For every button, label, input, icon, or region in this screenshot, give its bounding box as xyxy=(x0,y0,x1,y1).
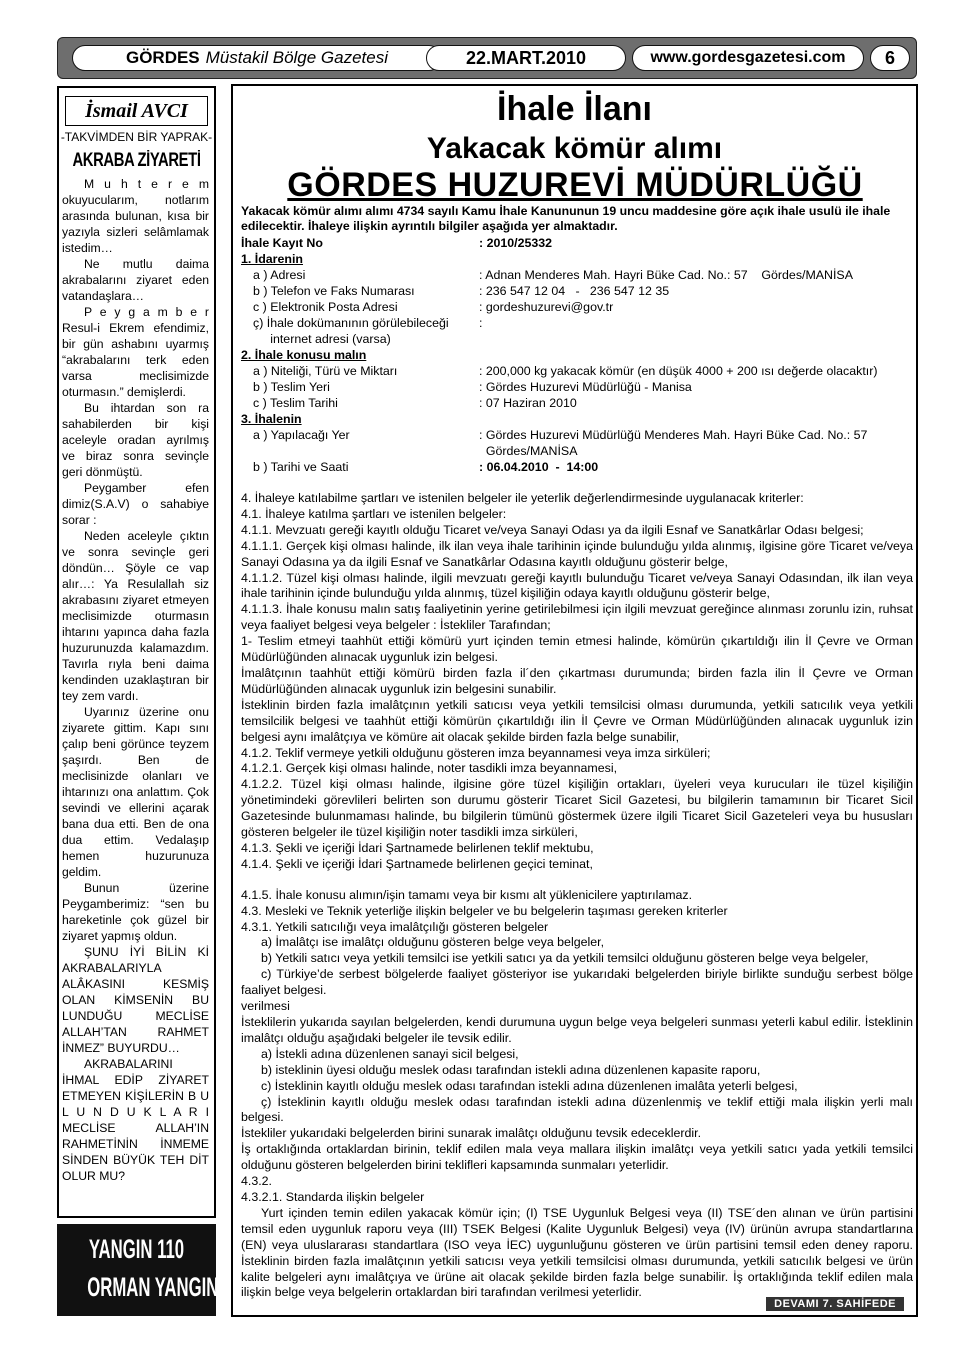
detail-value: : xyxy=(479,316,483,330)
notice-body xyxy=(241,491,913,1301)
detail-row xyxy=(241,428,913,444)
notice-paragraph: 4.1.1. Mevzuatı gereği kayıtlı olduğu Ticaret ve/veya Sanayi Odası ya da ilgili Esnaf ve Sanatkârlar Odası belgesi; xyxy=(241,522,864,537)
header-band xyxy=(57,37,917,79)
column-article xyxy=(57,86,216,1218)
detail-label: b ) Teslim Yeri xyxy=(253,380,330,394)
notice-paragraph: 4.1.2.2. Tüzel kişi olması halinde, ilgisine göre tüzel kişiliğin ortakları, üyeleri veya kurucuları ile tüzel kişiliğin yönetimindeki görevlileri belirten son durumu gösterir Ticaret Sicil Gazetesi, bu bilgilerin tamamının bir Ticaret Sicil Gazetesinde bulunmaması halinde, bu bilgilerin tümünü göstermek üzere ilgili Ticaret Sicil Gazeteleri veya bu hususları gösteren belgeler ile tüzel kişiliğin noter tasdikli imza sirküleri, xyxy=(241,777,913,840)
column-paragraph: Ne mutlu daima akrabalarını ziyaret eden vatandaşlara… xyxy=(62,257,209,303)
notice-paragraph: 4. İhaleye katılabilme şartları ve istenilen belgeler ile yeterlik değerlendirmesinde uygulanacak kriterler: xyxy=(241,491,804,505)
notice-paragraph: 4.1.1.1. Gerçek kişi olması halinde, ilk ilan veya ihale tarihinin içinde bulunduğu yılda alınmış, ilgisine göre Ticaret ve/veya Sanayi Odasına ya da ilgili Esnaf ve Sanatkârlar Odasına kayıtlı olduğunu gösterir belge, xyxy=(241,538,913,569)
notice-paragraph: verilmesi xyxy=(241,999,290,1014)
notice-paragraph: İsteklilerin yukarıda sayılan belgelerden, kendi durumuna uygun belge veya belgeleri sunması yeterli kabul edilir. İsteklinin imalâtçı olduğu aşağıdaki belgeler ile tevsik edilir. xyxy=(241,1015,913,1045)
detail-row xyxy=(241,412,913,428)
paragraph-gap xyxy=(241,873,913,888)
paper-name: GÖRDES xyxy=(125,48,200,67)
detail-row xyxy=(241,284,913,300)
notice-paragraph: c) Türkiye’de serbest bölgelerde faaliyet gösteriyor ise yukarıdaki belgelerden biriyle birlikte sunduğu serbest bölge faaliyet belgesi. xyxy=(241,967,913,998)
detail-value: : 236 547 12 04 - 236 547 12 35 xyxy=(479,284,670,298)
detail-value: : 06.04.2010 - 14:00 xyxy=(479,460,599,474)
notice-paragraph: 4.3. Mesleki ve Teknik yeterliğe ilişkin belgeler ve bu belgelerin taşıması gereken kriterler xyxy=(241,903,728,918)
fire-number-line: YANGIN 110 xyxy=(88,1234,185,1264)
detail-value: : Gördes Huzurevi Müdürlüğü - Manisa xyxy=(479,380,692,394)
detail-value: : 2010/25332 xyxy=(479,236,553,250)
column-paragraph: ŞUNU İYİ BİLİN Kİ AKRABALARIYLA ALÂKASINI KESMİŞ OLAN KİMSENİN BU LUNDUĞU MECLİSE ALLAH’TAN RAHMET İNMEZ” BUYURDU… xyxy=(62,945,209,1055)
notice-paragraph: 1- Teslim etmeyi taahhüt ettiği kömürü yurt içinden temin etmesi halinde, kömürün çıkartıldığı ilin İl Çevre ve Orman Müdürlüğünden alınacak uygunluk izin belgesi. xyxy=(241,634,913,665)
notice-paragraph: ç) İsteklinin kayıtlı olduğu meslek odası tarafından istekli adına düzenlenmiş ve teklif ettiği mala ilişkin yerli malı belgesi. xyxy=(241,1094,913,1125)
column-title: AKRABA ZİYARETİ xyxy=(72,150,201,171)
website-link[interactable]: www.gordesgazetesi.com xyxy=(632,45,864,71)
detail-row xyxy=(241,460,913,476)
notice-paragraph: İstekliler yukarıdaki belgelerden birini sunarak imalâtçı olduğunu tevsik edeceklerdir. xyxy=(241,1126,702,1141)
detail-label: a ) Adresi xyxy=(253,268,306,282)
detail-row xyxy=(241,364,913,380)
notice-paragraph: 4.1.1.3. İhale konusu malın satış faaliyetinin yerine getirilebilmesi için ilgili mevzuat gereğince alınması zorunlu izin, ruhsat veya faaliyet belgesi veya belgeler : İstekliler Tarafından; xyxy=(241,602,913,633)
detail-value: Gördes/MANİSA xyxy=(479,444,578,458)
notice-paragraph: b) Yetkili satıcı veya yetkili temsilci ise yetkili satıcı ya da yetkili temsilci olduğunu gösteren belge veya belgeler, xyxy=(261,951,869,966)
detail-row xyxy=(241,316,913,332)
column-paragraph: M u h t e r e m okuyucularım, notlarım arasında bulunan, kısa bir yazıyla sizleri selâmlamak istedim… xyxy=(62,177,209,255)
notice-paragraph: 4.1.2.1. Gerçek kişi olması halinde, noter tasdikli imza beyannamesi, xyxy=(241,761,618,776)
column-paragraph: AKRABALARINI İHMAL EDİP ZİYARET ETMEYEN KİŞİLERİN B U L U N D U K L A R I MECLİSE ALLAH’IN RAHMETİNİN İNMEME SİNDEN BÜYÜK TEH DİT OLUR MU? xyxy=(62,1057,209,1183)
page-number: 6 xyxy=(870,45,910,71)
detail-label: 1. İdarenin xyxy=(241,252,303,266)
detail-label: c ) Elektronik Posta Adresi xyxy=(253,300,398,314)
detail-value: : gordeshuzurevi@gov.tr xyxy=(479,300,614,314)
detail-value: : Gördes Huzurevi Müdürlüğü Menderes Mah. Hayri Büke Cad. No.: 57 xyxy=(479,428,868,442)
notice-paragraph: 4.1.4. Şekli ve içeriği İdari Şartnamede belirlenen geçici teminat, xyxy=(241,856,593,871)
column-paragraph: Neden aceleyle çıktın ve sonra sevinçle geri döndün… Şöyle ce vap alır…: Ya Resulallah siz akrabasını ziyaret etmeyen meclisimizde oturmasın ihtarını yapınca daha fazla huzurunuzda kalamazdım. Tavırla rıyla beni daima kendinden uzaklaştıran bir tey zem vardı. xyxy=(62,529,209,703)
notice-paragraph: 4.3.2. xyxy=(241,1174,273,1189)
notice-paragraph: 4.1.5. İhale konusu alımın/işin tamamı veya bir kısmı alt yüklenicilere yaptırılamaz. xyxy=(241,887,693,902)
notice-paragraph: İmalâtçının taahhüt ettiği kömürü birden fazla il´den çıkartması durumunda; birden fazla ilin İl Çevre ve Orman Müdürlüğünden alınacak uygunluk izin belgesini sunabilir. xyxy=(241,665,913,696)
column-kicker: -TAKVİMDEN BİR YAPRAK- xyxy=(60,130,213,144)
detail-row xyxy=(241,300,913,316)
continued-label: DEVAMI 7. SAHİFEDE xyxy=(766,1297,904,1311)
detail-label: internet adresi (varsa) xyxy=(253,332,391,346)
detail-label: ç) İhale dokümanının görülebileceği xyxy=(253,316,449,330)
notice-subtitle: Yakacak kömür alımı xyxy=(426,132,723,165)
notice-paragraph: 4.1. İhaleye katılma şartları ve istenilen belgeler: xyxy=(241,506,507,521)
notice-paragraph: 4.3.1. Yetkili satıcılığı veya imalâtçılığı gösteren belgeler xyxy=(241,919,549,934)
fire-emergency-box xyxy=(57,1224,251,1316)
detail-row xyxy=(241,268,913,284)
notice-paragraph: 4.1.2. Teklif vermeye yetkili olduğunu gösteren imza beyannamesi veya imza sirküleri; xyxy=(241,745,711,760)
notice-paragraph: a) İstekli adına düzenlenen sanayi sicil belgesi, xyxy=(261,1046,519,1061)
issue-date: 22.MART.2010 xyxy=(426,45,626,71)
notice-paragraph: 4.3.2.1. Standarda ilişkin belgeler xyxy=(241,1189,425,1204)
forest-fire-number-line: ORMAN YANGIN 177 xyxy=(87,1272,251,1302)
column-paragraph: Bunun üzerine Peygamberimiz: “sen bu hareketinle çok güzel bir ziyaret yapmış oldun. xyxy=(62,881,209,943)
notice-paragraph: İsteklinin birden fazla imalâtçının yetkili satıcısı veya yetkili temsilcisi olması durumunda, yetkili satıcılık veya yetkili temsilcilik belgesi ve taahhüt ettiği kömürün çıkartıldığı ilin İl Çevre ve Orman Müdürlüğünden alınacak uygunluk izin belgesi aynı imalâtçıya ve kömüre ait olacak şekilde birden fazla belge sunabilir, xyxy=(241,697,913,744)
column-body xyxy=(59,176,214,1184)
notice-paragraph: Yurt içinden temin edilen yakacak kömür için; (I) TSE Uygunluk Belgesi veya (II) TSE´den alınan ve ürün partisini temsil eden uygunluk raporu veya (III) TSEK Belgesi (Kalite Uygunluk Belgesi) veya (IV) ürünün avrupa standartlarına (EN) veya uluslararası standartlara (ISO veya İEC) uygunluğunu gösteren ve ürün partisini temsil eden deney raporu. İsteklinin birden fazla imalâtçının yetkili satıcısı veya yetkili temsilcisi olması durumunda, yetkili satıcılık belgesi ve ürün kalite belgeleri aynı imalâtçıya ve ürüne ait olacak şekilde birden fazla belge sunabilir. İş ortaklığında teklif edilen mala ilişkin belge veya belgelerin ortaklardan biri tarafından verilmesi yeterlidir. xyxy=(241,1205,913,1300)
paper-subtitle: Müstakil Bölge Gazetesi xyxy=(205,48,389,67)
notice-paragraph: 4.1.1.2. Tüzel kişi olması halinde, ilgili mevzuatı gereği kayıtlı bulunduğu Ticaret ve/veya Sanayi Odasından, ilk ilan veya ihale tarihinin içinde bulunduğu yılda alınmış, tüzel kişiliğin odaya kayıtlı olduğunu gösterir belge, xyxy=(241,570,913,601)
tender-notice xyxy=(231,84,918,1317)
notice-paragraph: İş ortaklığında ortaklardan birinin, teklif edilen mala veya mallara ilişkin imalâtçı veya yetkili satıcı yada yetkili temsilci olduğunu gösteren belgelerden birini teklifleri kapsamında sunmaları yeterlidir. xyxy=(241,1142,913,1173)
detail-row xyxy=(241,332,913,348)
detail-label: b ) Telefon ve Faks Numarası xyxy=(253,284,415,298)
detail-row xyxy=(241,236,913,252)
detail-label: a ) Yapılacağı Yer xyxy=(253,428,350,442)
column-paragraph: Uyarınız üzerine onu ziyarete gittim. Kapı sını çalıp beni görünce teyzem şaşırdı. Ben de meclisinizde olanları ve ihtarınızı ona anlattım. Çok sevindi ve ellerini açarak bana dua etti. Ben de ona dua ettim. Vedalaşıp hemen huzurunuza geldim. xyxy=(62,705,209,879)
column-paragraph: Peygamber efen dimiz(S.A.V) o sahabiye sorar : xyxy=(62,481,209,527)
paper-name-pill xyxy=(72,45,442,71)
detail-label: 2. İhale konusu malın xyxy=(241,348,367,362)
institution-name: GÖRDES HUZUREVİ MÜDÜRLÜĞÜ xyxy=(287,166,863,204)
notice-paragraph: a) İmalâtçı ise imalâtçı olduğunu gösteren belge veya belgeler, xyxy=(261,935,605,950)
detail-row xyxy=(241,380,913,396)
detail-label: a ) Niteliği, Türü ve Miktarı xyxy=(253,364,398,378)
detail-value: : 07 Haziran 2010 xyxy=(479,396,577,410)
detail-label: c ) Teslim Tarihi xyxy=(253,396,338,410)
notice-details-table xyxy=(241,236,913,476)
detail-row xyxy=(241,396,913,412)
notice-paragraph: b) isteklinin üyesi olduğu meslek odası tarafından istekli adına düzenlenen kapasite raporu, xyxy=(261,1062,761,1077)
detail-value: : Adnan Menderes Mah. Hayri Büke Cad. No.: 57 Gördes/MANİSA xyxy=(479,268,853,282)
column-paragraph: Bu ihtardan son ra sahabilerden bir kişi aceleyle oradan ayrılmış ve biraz sonra sevinçle geri dönmüştü. xyxy=(62,401,209,479)
detail-label: 3. İhalenin xyxy=(241,412,302,426)
detail-label: b ) Tarihi ve Saati xyxy=(253,460,349,474)
notice-paragraph: 4.1.3. Şekli ve içeriği İdari Şartnamede belirlenen teklif mektubu, xyxy=(241,840,594,855)
notice-title: İhale İlanı xyxy=(497,90,652,128)
detail-value: : 200,000 kg yakacak kömür (en düşük 4000 + 200 ısı değerde olacaktır) xyxy=(479,364,878,378)
column-author: İsmail AVCI xyxy=(65,96,208,126)
notice-paragraph: c) İsteklinin kayıtlı olduğu meslek odası tarafından istekli adına düzenlenen imalâta yeterli belgesi, xyxy=(261,1078,798,1093)
notice-intro: Yakacak kömür alımı alımı 4734 sayılı Kamu İhale Kanununun 19 uncu maddesine göre açık ihale usulü ile ihale edilecektir. İhaleye ilişkin ayrıntılı bilgiler aşağıda yer almaktadır. xyxy=(241,204,891,233)
detail-label: İhale Kayıt No xyxy=(241,236,323,250)
detail-row xyxy=(241,252,913,268)
detail-row xyxy=(241,348,913,364)
detail-row xyxy=(241,444,913,460)
column-paragraph: P e y g a m b e r Resul-i Ekrem efendimiz, bir gün ashabını uyarmış “akrabalarını terk eden varsa meclisimizde oturmasın.” demişlerdi. xyxy=(62,305,209,399)
